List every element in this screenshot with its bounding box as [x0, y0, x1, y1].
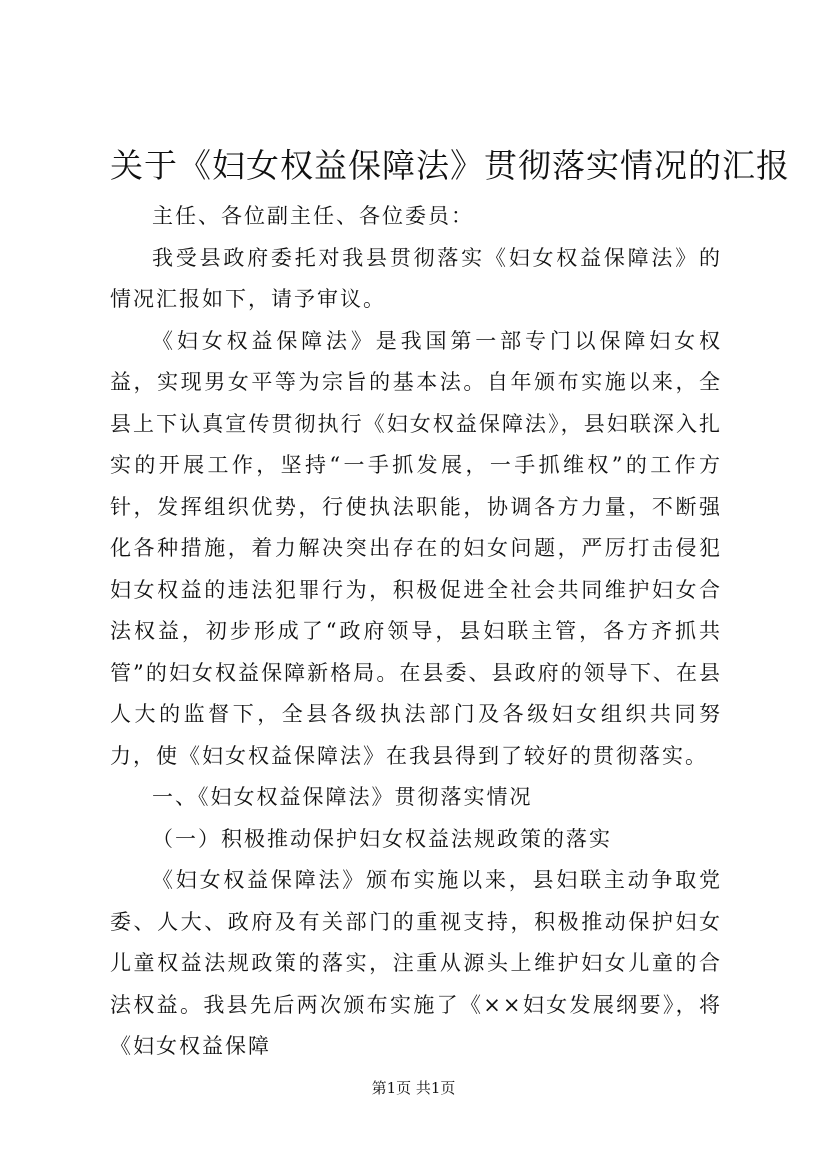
overview-paragraph: 《妇女权益保障法》是我国第一部专门以保障妇女权益，实现男女平等为宗旨的基本法。自年颁布实施以来，全县上下认真宣传贯彻执行《妇女权益保障法》，县妇联深入扎实的开展工作，坚持“一手抓发展，一手抓维权”的工作方针，发挥组织优势，行使执法职能，协调各方力量，不断强化各种措施，着力解决突出存在的妇女问题，严厉打击侵犯妇女权益的违法犯罪行为，积极促进全社会共同维护妇女合法权益，初步形成了“政府领导，县妇联主管，各方齐抓共管”的妇女权益保障新格局。在县委、县政府的领导下、在县人大的监督下，全县各级执法部门及各级妇女组织共同努力，使《妇女权益保障法》在我县得到了较好的贯彻落实。: [110, 328, 722, 768]
document-body: [110, 196, 722, 1068]
page-footer: 第1页 共1页: [371, 1079, 456, 1097]
document-title: 关于《妇女权益保障法》贯彻落实情况的汇报: [110, 146, 790, 185]
subsection-heading-1: （一）积极推动保护妇女权益法规政策的落实: [152, 826, 612, 851]
section-heading-1: 一、《妇女权益保障法》贯彻落实情况: [152, 785, 533, 809]
intro-paragraph: 我受县政府委托对我县贯彻落实《妇女权益保障法》的情况汇报如下，请予审议。: [110, 245, 722, 311]
subsection-paragraph-1: 《妇女权益保障法》颁布实施以来，县妇联主动争取党委、人大、政府及有关部门的重视支持，积极推动保护妇女儿童权益法规政策的落实，注重从源头上维护妇女儿童的合法权益。我县先后两次颁布实施了《××妇女发展纲要》，将《妇女权益保障: [110, 868, 722, 1058]
salutation-paragraph: 主任、各位副主任、各位委员：: [152, 204, 474, 228]
